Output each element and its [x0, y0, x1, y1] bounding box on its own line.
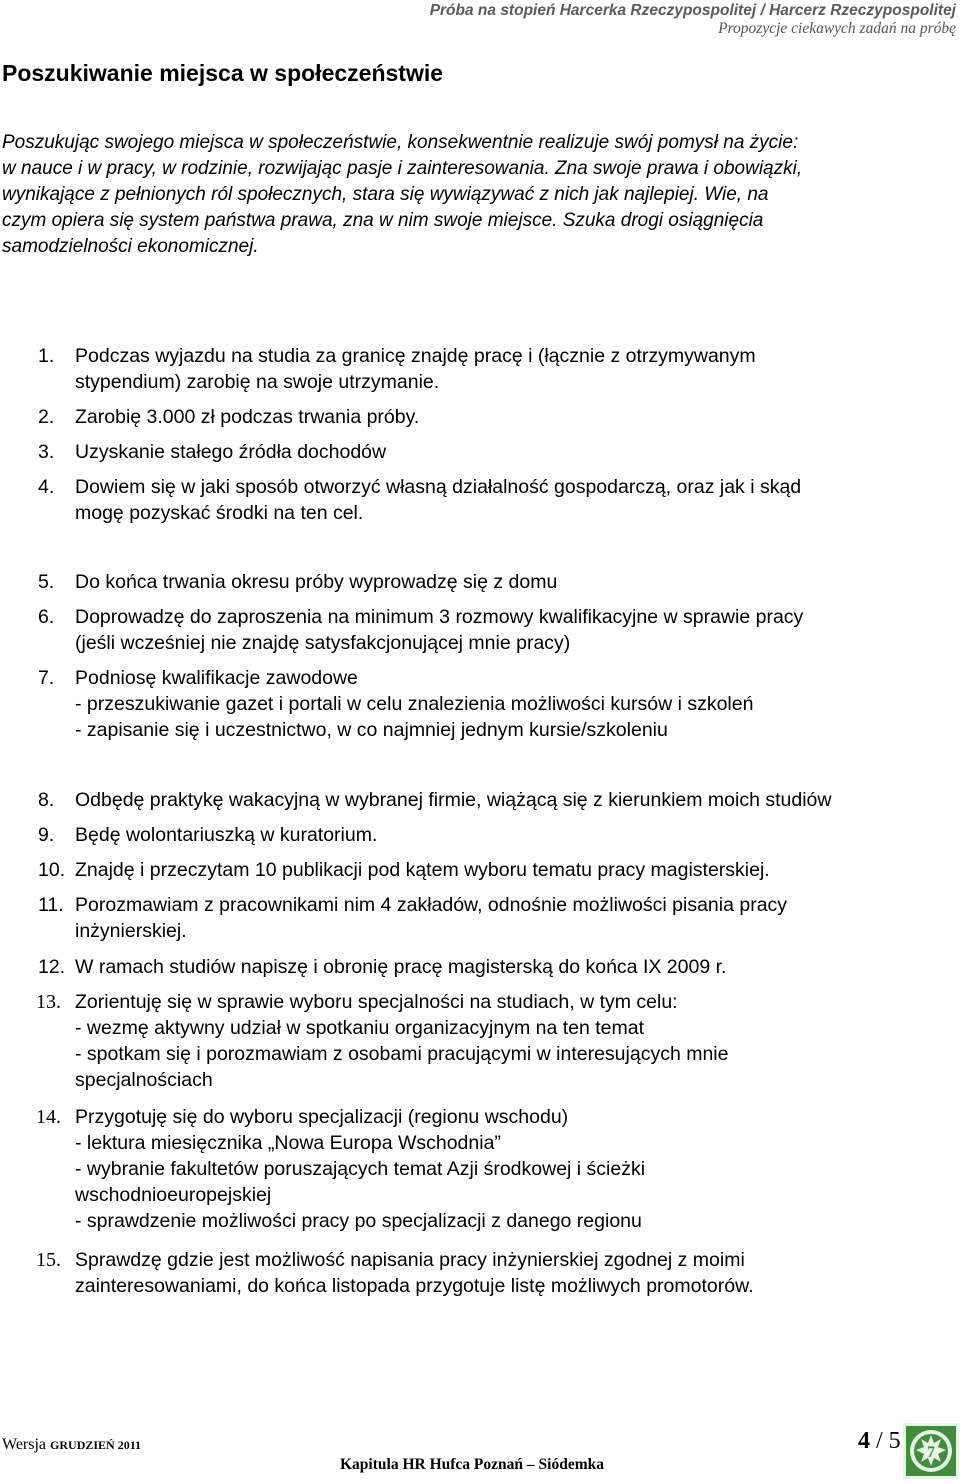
- organization-dash: –: [526, 1456, 535, 1473]
- intro-line: Poszukując swojego miejsca w społeczeństwie, konsekwentnie realizuje swój pomysł na życie:: [2, 132, 799, 153]
- item-number: 9.: [38, 824, 55, 846]
- item-text: specjalnościach: [75, 1069, 213, 1091]
- item-text: - sprawdzenie możliwości pracy po specjalizacji z danego regionu: [75, 1210, 642, 1232]
- item-text: Będę wolontariuszką w kuratorium.: [75, 824, 378, 846]
- item-text: Znajdę i przeczytam 10 publikacji pod kątem wyboru tematu pracy magisterskiej.: [75, 859, 770, 881]
- item-text: Sprawdzę gdzie jest możliwość napisania pracy inżynierskiej zgodnej z moimi: [75, 1249, 745, 1271]
- item-text: mogę pozyskać środki na ten cel.: [75, 502, 364, 524]
- item-text: Podczas wyjazdu na studia za granicę znajdę pracę i (łącznie z otrzymywanym: [75, 345, 756, 367]
- item-text: (jeśli wcześniej nie znajdę satysfakcjonującej mnie pracy): [75, 632, 571, 654]
- item-text: Odbędę praktykę wakacyjną w wybranej firmie, wiążącą się z kierunkiem moich studiów: [75, 789, 832, 811]
- organization-unit: Siódemka: [538, 1456, 604, 1473]
- version-label: Wersja: [2, 1436, 47, 1453]
- item-number: 5.: [38, 571, 55, 593]
- item-text: stypendium) zarobię na swoje utrzymanie.: [75, 371, 440, 393]
- item-number: 3.: [38, 441, 55, 463]
- item-number: 10.: [38, 859, 66, 881]
- intro-line: w nauce i w pracy, w rodzinie, rozwijając pasje i zainteresowania. Zna swoje prawa i obowiązki,: [2, 158, 803, 179]
- item-text: - zapisanie się i uczestnictwo, w co najmniej jednym kursie/szkoleniu: [75, 719, 668, 741]
- item-number: 1.: [38, 345, 55, 367]
- item-number: 12.: [38, 956, 66, 978]
- item-number: 4.: [38, 476, 55, 498]
- item-number: 15.: [36, 1249, 61, 1271]
- item-text: - wezmę aktywny udział w spotkaniu organizacyjnym na ten temat: [75, 1017, 645, 1039]
- header-title: Próba na stopień Harcerka Rzeczypospolitej / Harcerz Rzeczypospolitej: [429, 2, 956, 19]
- item-text: Dowiem się w jaki sposób otworzyć własną działalność gospodarczą, oraz jak i skąd: [75, 476, 802, 498]
- item-number: 2.: [38, 406, 55, 428]
- item-number: 6.: [38, 606, 55, 628]
- item-text: Podniosę kwalifikacje zawodowe: [75, 667, 358, 689]
- intro-line: samodzielności ekonomicznej.: [2, 236, 259, 257]
- page-number: [858, 1428, 901, 1455]
- organization-name: Kapitula HR Hufca Poznań: [340, 1456, 524, 1473]
- page-separator: /: [876, 1428, 883, 1454]
- item-text: Zorientuję się w sprawie wyboru specjalności na studiach, w tym celu:: [75, 991, 678, 1013]
- header-subtitle: Propozycje ciekawych zadań na próbę: [718, 20, 956, 37]
- item-text: inżynierskiej.: [75, 920, 187, 942]
- footer-version: [2, 1436, 141, 1454]
- item-number: 13.: [36, 991, 61, 1013]
- page-current: 4: [858, 1428, 870, 1454]
- item-number: 7.: [38, 667, 55, 689]
- item-text: W ramach studiów napiszę i obronię pracę magisterską do końca IX 2009 r.: [75, 956, 727, 978]
- item-text: zainteresowaniami, do końca listopada przygotuje listę możliwych promotorów.: [75, 1275, 754, 1297]
- intro-paragraph: [2, 130, 958, 260]
- item-text: Do końca trwania okresu próby wyprowadzę się z domu: [75, 571, 558, 593]
- footer-organization: [340, 1456, 604, 1474]
- scout-logo-icon: [903, 1423, 959, 1479]
- item-text: - przeszukiwanie gazet i portali w celu znalezienia możliwości kursów i szkoleń: [75, 693, 754, 715]
- page-total: 5: [888, 1428, 901, 1454]
- item-text: - wybranie fakultetów poruszających temat Azji środkowej i ścieżki: [75, 1158, 646, 1180]
- item-number: 11.: [38, 894, 64, 916]
- item-text: wschodnioeuropejskiej: [75, 1184, 272, 1206]
- item-text: Porozmawiam z pracownikami nim 4 zakładów, odnośnie możliwości pisania pracy: [75, 894, 788, 916]
- item-number: 8.: [38, 789, 55, 811]
- item-text: Uzyskanie stałego źródła dochodów: [75, 441, 387, 463]
- item-text: - lektura miesięcznika „Nowa Europa Wschodnia”: [75, 1132, 501, 1154]
- item-text: Zarobię 3.000 zł podczas trwania próby.: [75, 406, 420, 428]
- item-text: Przygotuję się do wyboru specjalizacji (regionu wschodu): [75, 1106, 569, 1128]
- svg-text:7: 7: [927, 1444, 935, 1461]
- item-text: - spotkam się i porozmawiam z osobami pracującymi w interesujących mnie: [75, 1043, 729, 1065]
- intro-line: czym opiera się system państwa prawa, zna w nim swoje miejsce. Szuka drogi osiągnięcia: [2, 210, 764, 231]
- version-value: GRUDZIEŃ 2011: [50, 1438, 142, 1452]
- item-number: 14.: [36, 1106, 61, 1128]
- intro-line: wynikające z pełnionych ról społecznych, stara się wywiązywać z nich jak najlepiej. Wie, na: [2, 184, 769, 205]
- page-title: Poszukiwanie miejsca w społeczeństwie: [2, 60, 444, 86]
- item-text: Doprowadzę do zaproszenia na minimum 3 rozmowy kwalifikacyjne w sprawie pracy: [75, 606, 804, 628]
